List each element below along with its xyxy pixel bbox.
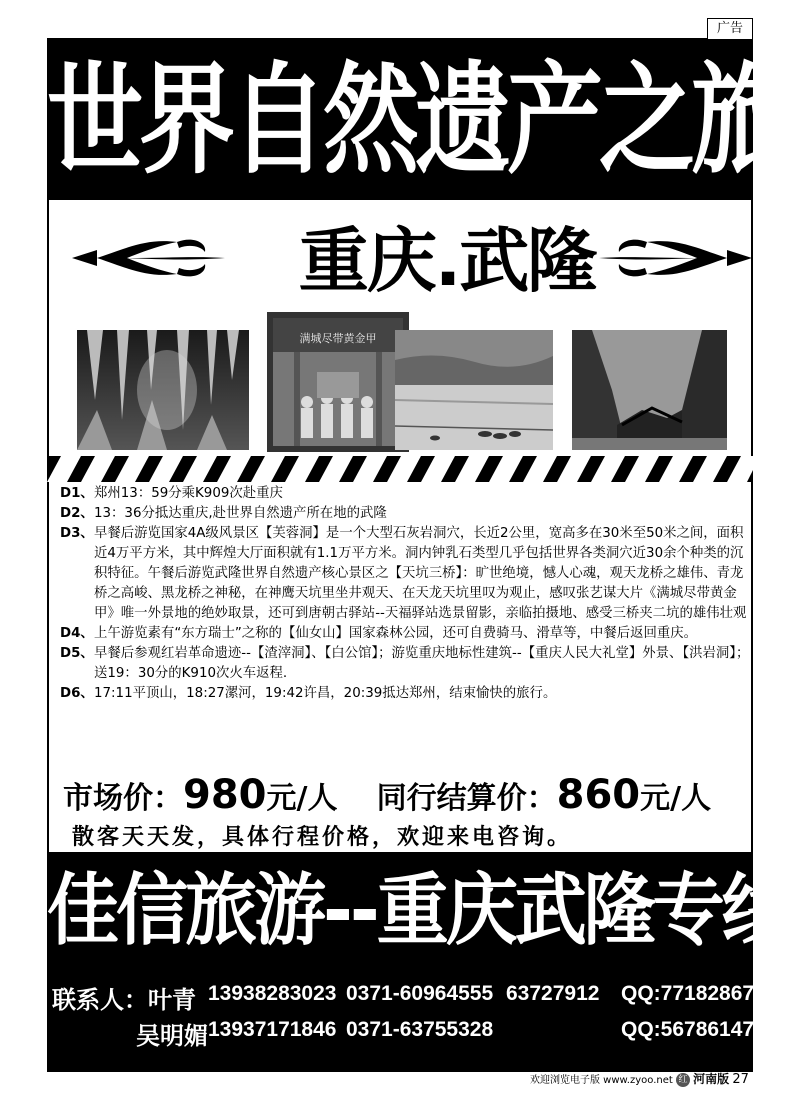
contact-qq: QQ:56786147: [621, 1018, 755, 1041]
itinerary-day-4: [60, 624, 750, 644]
itinerary-day-5: [60, 644, 750, 684]
contact-phone-alt: 63727912: [506, 982, 600, 1005]
grassland-photo: [395, 330, 553, 450]
day-text: 上午游览素有“东方瑞士”之称的【仙女山】国家森林公园，还可自费骑马、滑草等，中餐后返回重庆。: [94, 626, 698, 641]
contact-phone-2: [506, 982, 599, 1006]
day-label: D1、: [60, 486, 94, 501]
itinerary-day-2: [60, 504, 750, 524]
trade-price-label: 同行结算价：: [376, 781, 557, 816]
market-price-value: 980: [183, 772, 267, 818]
page-footer: [530, 1070, 790, 1092]
day-label: D3、: [60, 526, 94, 541]
itinerary: [60, 484, 750, 704]
itinerary-day-3: [60, 524, 750, 624]
contact-row-2: [136, 1016, 208, 1051]
photo-strip: [47, 318, 753, 466]
cave-photo: [77, 330, 249, 450]
day-text: 早餐后参观红岩革命遗迹--【渣滓洞】、【白公馆】；游览重庆地标性建筑--【重庆人民大礼堂】外景、【洪岩洞】；送19：30分的K910次火车返程.: [94, 646, 750, 681]
contact-phone: 0371-63755328: [346, 1018, 494, 1041]
contact-row-1: [52, 980, 196, 1015]
trade-price-unit: 元/人: [640, 781, 712, 816]
valley-photo: [572, 330, 727, 450]
contact-qq-2: [621, 1018, 754, 1042]
movie-poster-photo: [267, 312, 409, 452]
trade-price-value: 860: [556, 772, 641, 818]
itinerary-day-6: [60, 684, 750, 704]
ad-tag: 广告: [707, 18, 753, 39]
footer-text: 欢迎浏览电子版 www.zyoo.net: [530, 1075, 673, 1086]
day-label: D2、: [60, 506, 94, 521]
market-price-label: 市场价：: [63, 781, 183, 816]
day-text: 13：36分抵达重庆,赴世界自然遗产所在地的武隆: [94, 506, 387, 521]
contact-phone-1: [346, 982, 493, 1006]
price-row: [63, 772, 753, 822]
contact-qq: QQ:771828678: [621, 982, 766, 1005]
subtitle-row: [47, 210, 753, 310]
left-ornament-icon: [67, 228, 227, 288]
contact-row-1-numbers: [208, 982, 336, 1006]
diagonal-stripe-band: [47, 456, 753, 482]
contact-qq-1: [621, 982, 766, 1006]
paper-logo-icon: 红: [676, 1073, 690, 1087]
right-ornament-icon: [597, 228, 757, 288]
contact-name: 叶青: [148, 987, 196, 1014]
subtitle: 重庆.武隆: [298, 220, 596, 302]
contact-label: 联系人：: [52, 987, 148, 1014]
contact-mobile-2: [208, 1018, 336, 1042]
contact-mobile: 13938283023: [208, 982, 337, 1005]
day-label: D5、: [60, 646, 94, 661]
poster-title: 满城尽带黄金甲: [299, 332, 377, 345]
contact-phone-3: [346, 1018, 493, 1042]
market-price-unit: 元/人: [266, 781, 338, 816]
day-label: D6、: [60, 686, 94, 701]
brand-title: 佳信旅游--重庆武隆专线: [47, 864, 791, 956]
contact-name: 吴明媚: [136, 1023, 208, 1050]
day-text: 早餐后游览国家4A级风景区【芙蓉洞】是一个大型石灰岩洞穴，长近2公里，宽高多在30米至50米之间，面积近4万平方米，其中辉煌大厅面积就有1.1万平方米。洞内钟乳石类型几乎包括世界各类洞穴近30余个种类的沉积特征。午餐后游览武隆世界自然遗产核心景区之【天坑三桥】：旷世绝境，憾人心魂，观天龙桥之雄伟、青龙桥之高峻、黑龙桥之神秘，在神鹰天坑里坐井观天、在天龙天坑里叹为观止，感叹张艺谋大片《满城尽带黄金甲》唯一外景地的绝妙取景，还可到唐朝古驿站--天福驿站选景留影，亲临拍摄地、感受三桥夹二坑的雄伟壮观: [94, 526, 747, 621]
itinerary-day-1: [60, 484, 750, 504]
page-number: 27: [732, 1072, 749, 1087]
main-title: 世界自然遗产之旅: [47, 50, 783, 190]
day-label: D4、: [60, 626, 94, 641]
day-text: 郑州13：59分乘K909次赴重庆: [94, 486, 283, 501]
daily-departure-note: 散客天天发，具体行程价格，欢迎来电咨询。: [72, 825, 573, 850]
footer-edition: 河南版: [693, 1072, 730, 1086]
day-text: 17:11平顶山，18:27漯河，19:42许昌，20:39抵达郑州，结束愉快的旅行。: [94, 686, 557, 701]
contact-phone: 0371-60964555: [346, 982, 494, 1005]
contact-mobile: 13937171846: [208, 1018, 337, 1041]
